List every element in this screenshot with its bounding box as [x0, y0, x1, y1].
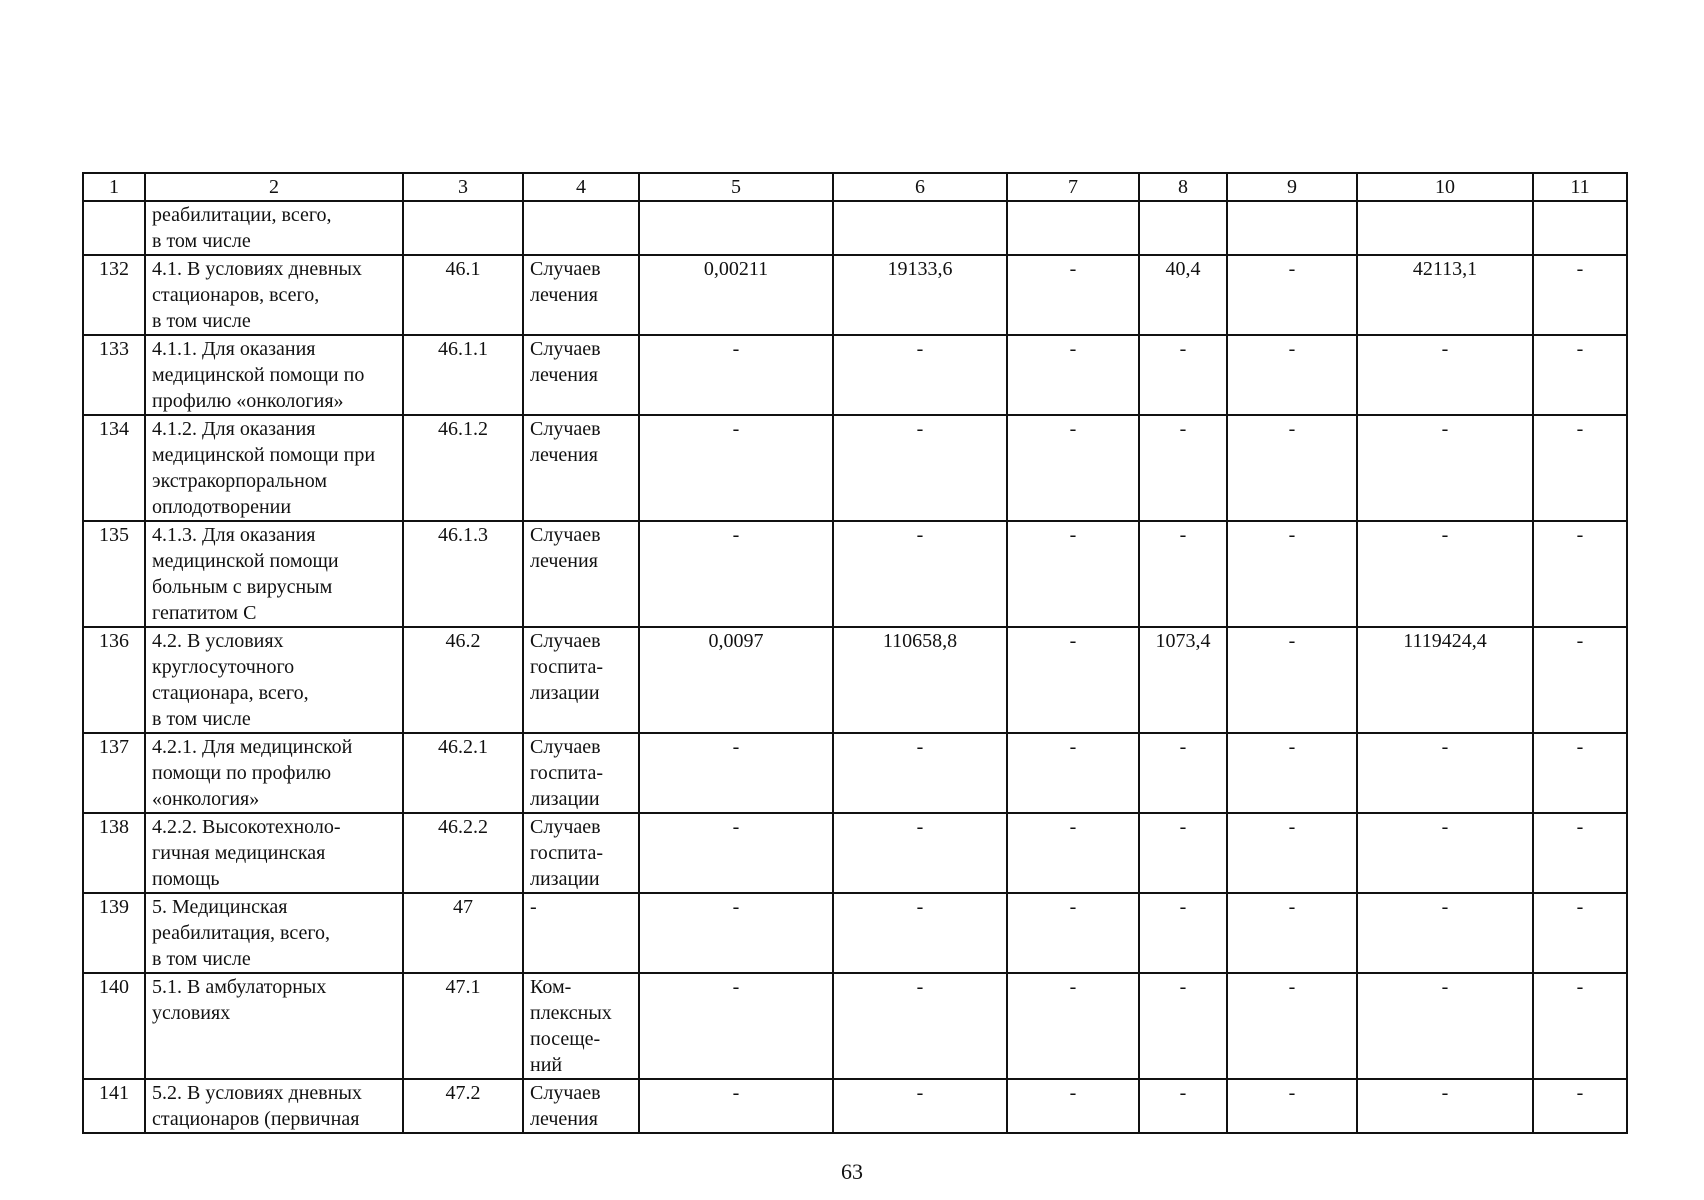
- value-cell-10: -: [1357, 973, 1533, 1079]
- value-cell-9: -: [1227, 973, 1357, 1079]
- row-number-cell: 133: [83, 335, 145, 415]
- value-cell-6: -: [833, 1079, 1007, 1133]
- value-cell-11: -: [1533, 813, 1627, 893]
- value-cell-8: 40,4: [1139, 255, 1227, 335]
- column-header: 6: [833, 173, 1007, 201]
- value-cell-9: -: [1227, 893, 1357, 973]
- value-cell-8: [1139, 201, 1227, 255]
- value-cell-9: -: [1227, 521, 1357, 627]
- value-cell-11: -: [1533, 1079, 1627, 1133]
- column-header: 7: [1007, 173, 1139, 201]
- column-header: 11: [1533, 173, 1627, 201]
- value-cell-7: -: [1007, 415, 1139, 521]
- value-cell-11: -: [1533, 893, 1627, 973]
- column-header: 9: [1227, 173, 1357, 201]
- value-cell-7: -: [1007, 521, 1139, 627]
- value-cell-8: -: [1139, 893, 1227, 973]
- value-cell-6: -: [833, 415, 1007, 521]
- row-number-cell: 132: [83, 255, 145, 335]
- unit-cell: Случаев госпита- лизации: [523, 733, 639, 813]
- value-cell-11: [1533, 201, 1627, 255]
- data-table: [82, 172, 1628, 1134]
- unit-cell: Ком- плексных посеще- ний: [523, 973, 639, 1079]
- value-cell-9: [1227, 201, 1357, 255]
- column-header: 4: [523, 173, 639, 201]
- unit-cell: -: [523, 893, 639, 973]
- row-code-cell: 46.1: [403, 255, 523, 335]
- row-code-cell: 46.1.2: [403, 415, 523, 521]
- value-cell-8: -: [1139, 813, 1227, 893]
- value-cell-7: -: [1007, 733, 1139, 813]
- value-cell-6: -: [833, 973, 1007, 1079]
- row-number-cell: 135: [83, 521, 145, 627]
- table-row: [83, 627, 1627, 733]
- value-cell-10: 42113,1: [1357, 255, 1533, 335]
- value-cell-8: -: [1139, 521, 1227, 627]
- value-cell-8: -: [1139, 973, 1227, 1079]
- row-number-cell: [83, 201, 145, 255]
- value-cell-11: -: [1533, 335, 1627, 415]
- row-code-cell: 46.1.3: [403, 521, 523, 627]
- value-cell-5: -: [639, 893, 833, 973]
- value-cell-9: -: [1227, 813, 1357, 893]
- unit-cell: [523, 201, 639, 255]
- table-row: [83, 521, 1627, 627]
- row-number-cell: 139: [83, 893, 145, 973]
- indicator-name-cell: 4.1.2. Для оказания медицинской помощи при экстракорпоральном оплодотворении: [145, 415, 403, 521]
- row-number-cell: 134: [83, 415, 145, 521]
- value-cell-8: 1073,4: [1139, 627, 1227, 733]
- unit-cell: Случаев госпита- лизации: [523, 813, 639, 893]
- value-cell-8: -: [1139, 415, 1227, 521]
- value-cell-11: -: [1533, 973, 1627, 1079]
- value-cell-5: 0,00211: [639, 255, 833, 335]
- value-cell-5: -: [639, 521, 833, 627]
- row-code-cell: [403, 201, 523, 255]
- column-header: 2: [145, 173, 403, 201]
- row-number-cell: 138: [83, 813, 145, 893]
- value-cell-6: -: [833, 893, 1007, 973]
- table-row: [83, 415, 1627, 521]
- value-cell-5: -: [639, 813, 833, 893]
- column-header: 8: [1139, 173, 1227, 201]
- unit-cell: Случаев лечения: [523, 1079, 639, 1133]
- indicator-name-cell: 4.2.2. Высокотехноло- гичная медицинская помощь: [145, 813, 403, 893]
- row-number-cell: 140: [83, 973, 145, 1079]
- indicator-name-cell: 4.1. В условиях дневных стационаров, всего, в том числе: [145, 255, 403, 335]
- column-header: 3: [403, 173, 523, 201]
- value-cell-6: -: [833, 521, 1007, 627]
- unit-cell: Случаев лечения: [523, 415, 639, 521]
- table-row: [83, 733, 1627, 813]
- row-code-cell: 46.1.1: [403, 335, 523, 415]
- unit-cell: Случаев госпита- лизации: [523, 627, 639, 733]
- table-row: [83, 973, 1627, 1079]
- value-cell-7: -: [1007, 627, 1139, 733]
- indicator-name-cell: 5.2. В условиях дневных стационаров (первичная: [145, 1079, 403, 1133]
- indicator-name-cell: реабилитации, всего, в том числе: [145, 201, 403, 255]
- value-cell-5: 0,0097: [639, 627, 833, 733]
- value-cell-5: -: [639, 335, 833, 415]
- value-cell-6: -: [833, 335, 1007, 415]
- value-cell-7: -: [1007, 1079, 1139, 1133]
- column-header: 5: [639, 173, 833, 201]
- value-cell-10: -: [1357, 813, 1533, 893]
- value-cell-10: -: [1357, 1079, 1533, 1133]
- value-cell-7: -: [1007, 973, 1139, 1079]
- column-header: 10: [1357, 173, 1533, 201]
- table-row: [83, 813, 1627, 893]
- value-cell-10: -: [1357, 733, 1533, 813]
- header-row: [83, 173, 1627, 201]
- value-cell-6: 19133,6: [833, 255, 1007, 335]
- row-code-cell: 46.2.2: [403, 813, 523, 893]
- row-code-cell: 47.2: [403, 1079, 523, 1133]
- unit-cell: Случаев лечения: [523, 521, 639, 627]
- indicator-name-cell: 4.1.3. Для оказания медицинской помощи больным с вирусным гепатитом С: [145, 521, 403, 627]
- value-cell-9: -: [1227, 335, 1357, 415]
- indicator-name-cell: 4.2.1. Для медицинской помощи по профилю «онкология»: [145, 733, 403, 813]
- value-cell-5: -: [639, 973, 833, 1079]
- value-cell-10: -: [1357, 415, 1533, 521]
- value-cell-10: 1119424,4: [1357, 627, 1533, 733]
- table-row: [83, 201, 1627, 255]
- page-number: 63: [841, 1159, 863, 1184]
- indicator-name-cell: 4.1.1. Для оказания медицинской помощи по профилю «онкология»: [145, 335, 403, 415]
- value-cell-7: -: [1007, 255, 1139, 335]
- value-cell-7: -: [1007, 335, 1139, 415]
- value-cell-7: -: [1007, 813, 1139, 893]
- value-cell-6: -: [833, 813, 1007, 893]
- row-code-cell: 46.2: [403, 627, 523, 733]
- value-cell-5: -: [639, 415, 833, 521]
- value-cell-9: -: [1227, 255, 1357, 335]
- table-row: [83, 1079, 1627, 1133]
- row-code-cell: 46.2.1: [403, 733, 523, 813]
- value-cell-11: -: [1533, 733, 1627, 813]
- row-number-cell: 136: [83, 627, 145, 733]
- value-cell-8: -: [1139, 335, 1227, 415]
- value-cell-11: -: [1533, 255, 1627, 335]
- value-cell-11: -: [1533, 521, 1627, 627]
- row-number-cell: 141: [83, 1079, 145, 1133]
- table-body: [83, 201, 1627, 1133]
- value-cell-11: -: [1533, 627, 1627, 733]
- value-cell-10: -: [1357, 521, 1533, 627]
- row-number-cell: 137: [83, 733, 145, 813]
- value-cell-9: -: [1227, 733, 1357, 813]
- table-row: [83, 335, 1627, 415]
- value-cell-5: -: [639, 733, 833, 813]
- value-cell-10: -: [1357, 335, 1533, 415]
- value-cell-6: [833, 201, 1007, 255]
- column-header: 1: [83, 173, 145, 201]
- unit-cell: Случаев лечения: [523, 255, 639, 335]
- value-cell-10: -: [1357, 893, 1533, 973]
- value-cell-8: -: [1139, 1079, 1227, 1133]
- indicator-name-cell: 5.1. В амбулаторных условиях: [145, 973, 403, 1079]
- table-row: [83, 255, 1627, 335]
- table-row: [83, 893, 1627, 973]
- value-cell-9: -: [1227, 415, 1357, 521]
- value-cell-7: -: [1007, 893, 1139, 973]
- value-cell-11: -: [1533, 415, 1627, 521]
- value-cell-5: [639, 201, 833, 255]
- indicator-name-cell: 4.2. В условиях круглосуточного стационара, всего, в том числе: [145, 627, 403, 733]
- indicator-name-cell: 5. Медицинская реабилитация, всего, в том числе: [145, 893, 403, 973]
- value-cell-9: -: [1227, 627, 1357, 733]
- value-cell-5: -: [639, 1079, 833, 1133]
- value-cell-10: [1357, 201, 1533, 255]
- unit-cell: Случаев лечения: [523, 335, 639, 415]
- value-cell-7: [1007, 201, 1139, 255]
- value-cell-6: 110658,8: [833, 627, 1007, 733]
- value-cell-9: -: [1227, 1079, 1357, 1133]
- row-code-cell: 47: [403, 893, 523, 973]
- value-cell-6: -: [833, 733, 1007, 813]
- value-cell-8: -: [1139, 733, 1227, 813]
- row-code-cell: 47.1: [403, 973, 523, 1079]
